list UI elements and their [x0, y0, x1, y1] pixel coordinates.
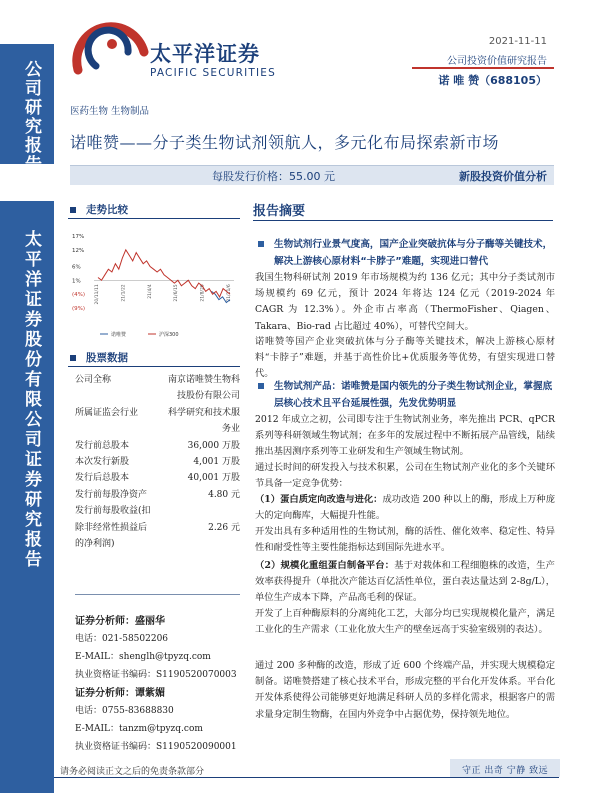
y-tick-label: (4%)	[72, 292, 86, 299]
x-tick-label: 20/11/11	[95, 284, 100, 305]
stock-name-code: 诺 唯 赞（688105）	[438, 74, 547, 87]
bullet-square-icon	[258, 241, 264, 247]
report-date: 2021-11-11	[488, 36, 547, 47]
x-tick-label: 21/4/4	[147, 284, 153, 299]
stock-data-value: 科学研究和技术服	[167, 407, 240, 418]
stock-data-value: 4,001 万股	[193, 457, 240, 467]
summary-bullet-1: 生物试剂行业景气度高，国产企业突破抗体与分子酶等关键技术，解决上游核心原材料“卡脖子”难题，实现进口替代	[258, 236, 554, 270]
stock-data-value: 务业	[221, 424, 240, 435]
footer-rule	[54, 777, 559, 778]
issue-price: 每股发行价格：55.00 元	[212, 170, 335, 183]
series-line-hs300	[98, 250, 230, 297]
summary-para-2: 诺唯赞等国产企业突破抗体与分子酶等关键技术，解决上游核心原材料“卡脖子”难题，并基于高性价比+优质服务等优势，有望实现进口替代。	[255, 336, 555, 380]
x-tick-label: 21/6/15	[174, 284, 180, 302]
stock-data-value: 2.26 元	[208, 522, 240, 533]
analyst-1-name: 证券分析师：盛丽华	[75, 616, 165, 627]
y-tick-label: 12%	[72, 247, 85, 254]
report-series: 公司投资价值研究报告	[447, 56, 547, 67]
summary-para-8: 开发了上百种酶原料的分离纯化工艺，大部分均已实现规模化量产，满足工业化的生产需求（工业化放大生产的壁垒远高于实验室级别的表达）。	[255, 608, 555, 636]
stock-data-key: 的净利润)	[75, 539, 115, 549]
page-title: 诺唯赞——分子类生物试剂领航人，多元化布局探索新市场	[70, 133, 500, 152]
stock-data-heading: 股票数据	[70, 350, 128, 365]
sidebar-report-type: 公司研究报告	[21, 60, 41, 174]
bullet-square-icon	[258, 383, 264, 389]
brand-name-en: PACIFIC SECURITIES	[150, 67, 277, 79]
stock-data-key: 发行前总股本	[75, 440, 130, 451]
section-square-icon	[70, 355, 76, 361]
stock-data-value: 36,000 万股	[187, 440, 240, 451]
sidebar-company-name: 太平洋证券股份有限公司证券研究报告	[21, 230, 41, 570]
brand-name-cn: 太平洋证券	[150, 42, 260, 66]
y-tick-label: 1%	[72, 278, 81, 285]
summary-heading-rule	[253, 220, 553, 221]
y-tick-label: (9%)	[72, 306, 86, 312]
stock-data-key: 发行后总股本	[75, 473, 130, 484]
summary-heading: 报告摘要	[253, 204, 306, 219]
analyst-1-email[interactable]: E-MAIL：shenglh@tpyzq.com	[75, 652, 211, 662]
legend-label: 沪深300	[159, 332, 179, 338]
brand-emblem-icon	[66, 12, 156, 92]
stock-data-key: 除非经常性损益后	[75, 522, 148, 533]
section-square-icon	[70, 207, 76, 213]
analyst-2-phone: 电话：0755-83688830	[75, 706, 174, 716]
y-tick-label: 17%	[72, 234, 85, 240]
header-divider	[412, 67, 554, 69]
summary-para-7: （2）规模化重组蛋白制备平台：基于对载体和工程细胞株的改造，生产效率获得提升（单批次产能达百亿活性单位，蛋白表达量达到 2-8g/L），单位生产成本下降，产品高毛利的保证。	[255, 560, 555, 604]
analyst-1-cert: 执业资格证书编码：S1190520070003	[75, 670, 237, 680]
stock-data-value: 技股份有限公司	[176, 391, 240, 402]
summary-bullet-2: 生物试剂产品：诺唯赞是国内领先的分子类生物试剂企业，掌握底层核心技术且平台延展性强，先发优势明显	[258, 378, 554, 412]
stock-data-value: 40,001 万股	[187, 473, 240, 484]
stock-data-key: 公司全称	[75, 375, 112, 385]
stock-data-key: 所属证监会行业	[75, 407, 139, 418]
stock-data-key: 本次发行新股	[75, 457, 130, 467]
brand-logo	[66, 12, 306, 92]
analyst-1-phone: 电话：021-58502206	[75, 634, 169, 644]
analyst-2-email[interactable]: E-MAIL：tanzm@tpyzq.com	[75, 724, 203, 734]
legend-label: 诺唯赞	[111, 332, 127, 338]
trend-heading-rule	[68, 218, 240, 219]
x-tick-label: 21/1/22	[121, 284, 127, 302]
x-tick-label: 21/8/26	[200, 284, 206, 302]
industry-tag: 医药生物 生物制品	[70, 106, 150, 117]
y-tick-label: 6%	[72, 264, 81, 271]
stock-data-key: 发行前每股净资产	[75, 489, 148, 500]
stock-data-bottom-rule	[75, 594, 240, 595]
trend-heading: 走势比较	[70, 202, 128, 217]
summary-para-6: 开发出具有多种适用性的生物试剂，酶的活性、催化效率、稳定性、特异性和耐受性等主要性能指标达到国际先进水平。	[255, 526, 555, 554]
report-kind: 新股投资价值分析	[459, 170, 547, 183]
trend-chart	[70, 226, 240, 344]
summary-para-3: 2012 年成立之初，公司即专注于生物试剂业务，率先推出 PCR、qPCR 系列等科研领域生物试剂；在多年的发展过程中不断拓展产品管线，陆续推出基因测序系列等工业研发和生产领域生物试剂。	[255, 414, 555, 458]
x-tick-label: 21/11/6	[227, 284, 232, 302]
stock-data-key: 发行前每股收益(扣	[75, 506, 151, 517]
summary-para-1: 我国生物科研试剂 2019 年市场规模为约 136 亿元；其中分子类试剂市场规模约 69 亿元，预计 2024 年将达 124 亿元（2019-2024 年 CAGR 为 12.3%）。外企市占率高（ThermoFisher、Qiagen、Takara、Bio-rad 占比超过 40%），可替代空间大。	[255, 272, 555, 332]
summary-para-9: 通过 200 多种酶的改造，形成了近 600 个终端产品，并实现大规模稳定制备。诺唯赞搭建了核心技术平台，形成完整的平台化开发体系。平台化开发体系使得公司能够更好地满足科研人员的多样化需求，根据客户的需求量身定制生物酶，在国内外竞争中占据优势，保持领先地位。	[255, 660, 555, 720]
stock-data-heading-rule	[68, 366, 240, 367]
summary-para-4: 通过长时间的研发投入与技术积累，公司在生物试剂产业化的多个关键环节具备一定竞争优势：	[255, 462, 555, 490]
summary-para-5: （1）蛋白质定向改造与进化：成功改造 200 种以上的酶，形成上万种庞大的定向酶库，大幅提升性能。	[255, 494, 555, 522]
stock-data-value: 南京诺唯赞生物科	[167, 375, 240, 385]
footer-disclaimer: 请务必阅读正文之后的免责条款部分	[60, 767, 205, 777]
footer-motto: 守正 出奇 宁静 致远	[462, 766, 549, 776]
stock-data-value: 4.80 元	[208, 489, 240, 500]
analyst-2-cert: 执业资格证书编码：S1190520090001	[75, 742, 237, 752]
analyst-2-name: 证券分析师：谭紫媚	[75, 688, 165, 699]
